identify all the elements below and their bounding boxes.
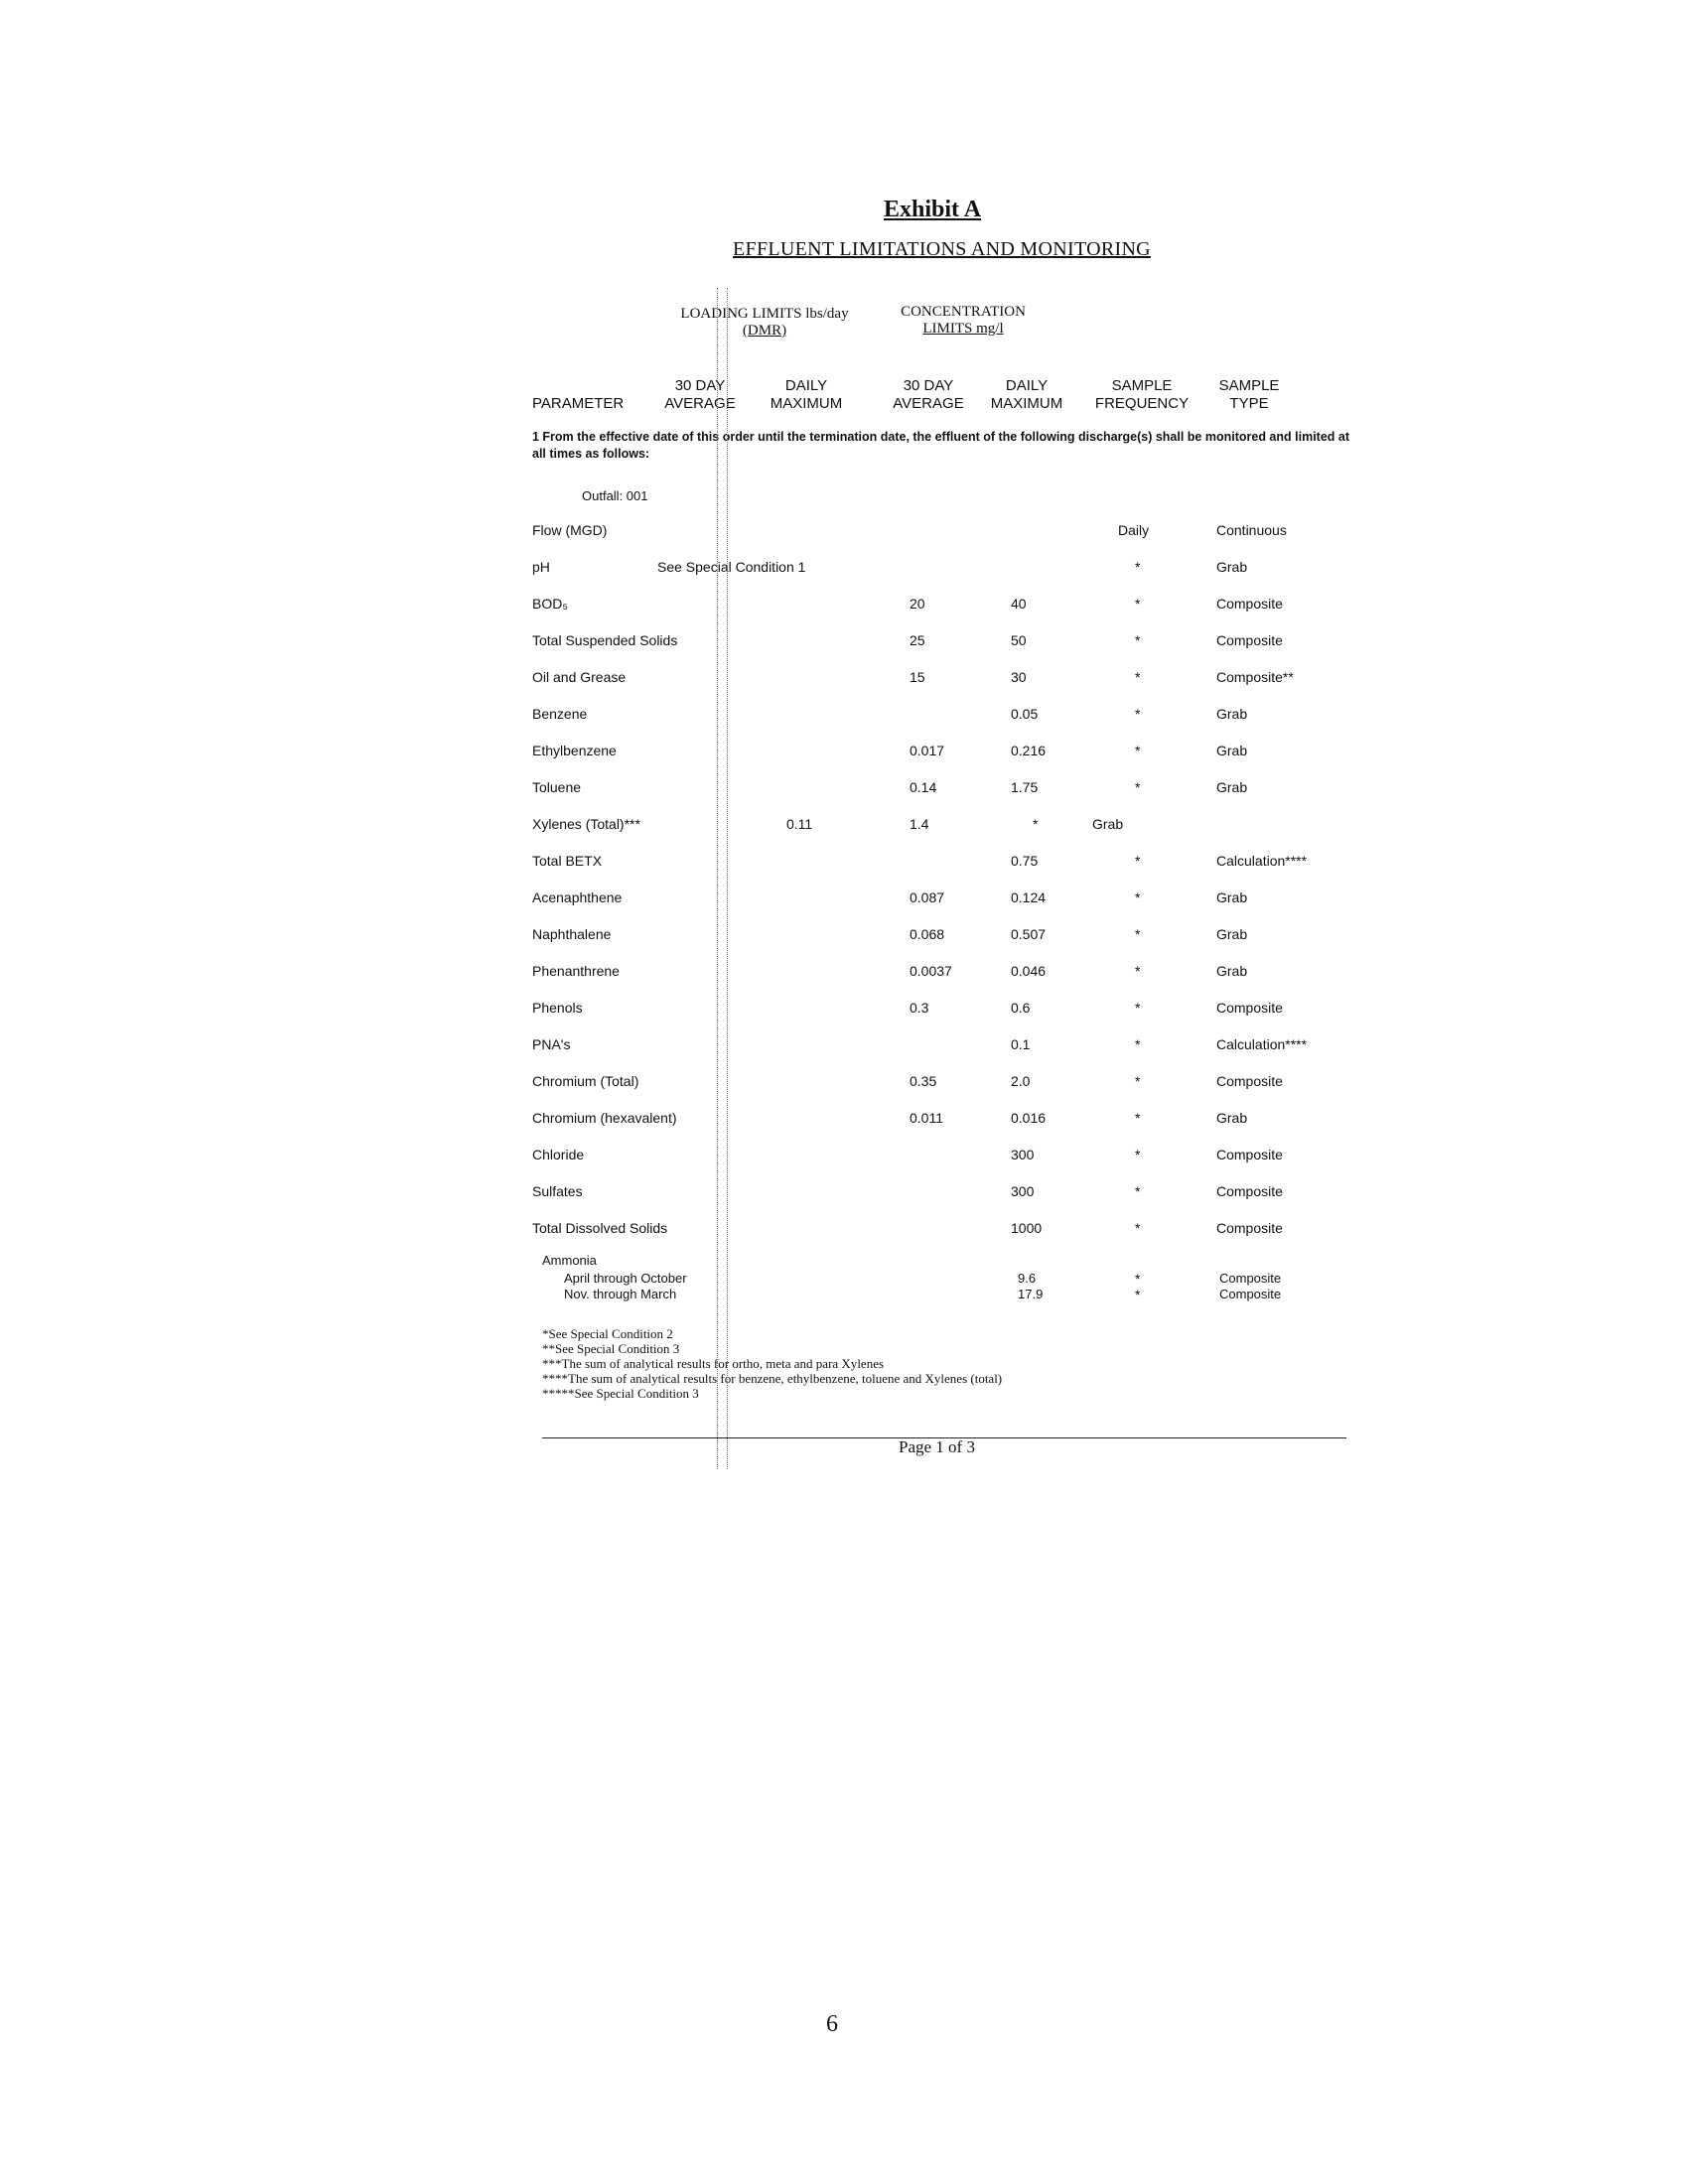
row-conc-max: 0.1 (1011, 1036, 1031, 1052)
row-type: Composite (1216, 1000, 1283, 1016)
row-type: Composite** (1216, 669, 1294, 685)
row-type: Grab (1216, 926, 1248, 942)
row-frequency: * (1135, 596, 1141, 612)
row-type: Continuous (1216, 522, 1287, 538)
row-conc-max: 300 (1011, 1147, 1035, 1162)
row-type: Grab (1216, 743, 1248, 758)
row-type: Composite (1216, 632, 1283, 648)
row-conc-avg: 0.35 (910, 1073, 937, 1089)
row-type: Composite (1216, 596, 1283, 612)
row-parameter: PNA's (532, 1036, 571, 1052)
row-type: Calculation**** (1216, 1036, 1308, 1052)
row-type: Calculation**** (1216, 853, 1308, 869)
row-load-max: 0.11 (786, 816, 813, 832)
row-parameter: Xylenes (Total)*** (532, 816, 640, 832)
row-parameter: pH (532, 559, 550, 575)
row-frequency: * (1135, 926, 1141, 942)
row-frequency: * (1135, 853, 1141, 869)
row-conc-max: 40 (1011, 596, 1027, 612)
row-frequency: * (1135, 889, 1141, 905)
row-parameter: BOD₅ (532, 596, 568, 612)
column-header: DAILY MAXIMUM (990, 377, 1063, 412)
row-frequency: * (1135, 743, 1141, 758)
row-parameter: Benzene (532, 706, 588, 722)
footnote: *****See Special Condition 3 (542, 1386, 699, 1401)
row-type: Grab (1216, 889, 1248, 905)
row-conc-max: 50 (1011, 632, 1027, 648)
ammonia-conc-max: 17.9 (1018, 1287, 1044, 1301)
ammonia-frequency: * (1135, 1287, 1141, 1302)
row-type: Composite (1216, 1220, 1283, 1236)
row-frequency: * (1135, 1220, 1141, 1236)
row-frequency: * (1135, 1000, 1141, 1016)
ammonia-sample-type: Composite (1219, 1271, 1282, 1286)
column-header: 30 DAY AVERAGE (893, 377, 964, 412)
row-conc-avg: 0.017 (910, 743, 945, 758)
exhibit-title: Exhibit A (884, 197, 982, 222)
ammonia-conc-max: 9.6 (1018, 1271, 1037, 1286)
column-header: SAMPLE TYPE (1218, 377, 1280, 412)
concentration-limits-header: CONCENTRATION LIMITS mg/l (901, 304, 1026, 337)
row-frequency: * (1135, 779, 1141, 795)
row-type: Grab (1216, 779, 1248, 795)
row-conc-max: 300 (1011, 1183, 1035, 1199)
footnote: *See Special Condition 2 (542, 1326, 673, 1341)
column-header: DAILY MAXIMUM (770, 377, 843, 412)
row-frequency: * (1135, 1036, 1141, 1052)
ammonia-sub-label: April through October (564, 1271, 687, 1286)
outfall-label: Outfall: 001 (582, 488, 648, 503)
loading-limits-header: LOADING LIMITS lbs/day (DMR) (680, 306, 849, 339)
ammonia-sub-label: Nov. through March (564, 1287, 677, 1301)
row-frequency: * (1135, 1147, 1141, 1162)
exhibit-subtitle: EFFLUENT LIMITATIONS AND MONITORING (733, 238, 1151, 260)
column-header: SAMPLE FREQUENCY (1094, 377, 1190, 412)
column-header: 30 DAY AVERAGE (664, 377, 736, 412)
row-parameter: Chloride (532, 1147, 585, 1162)
row-frequency: * (1135, 1110, 1141, 1126)
row-conc-max: 0.507 (1011, 926, 1047, 942)
row-conc-avg: 20 (910, 596, 925, 612)
row-conc-max: 0.016 (1011, 1110, 1047, 1126)
row-parameter: Flow (MGD) (532, 522, 608, 538)
row-parameter: Total Dissolved Solids (532, 1220, 668, 1236)
row-type: Grab (1216, 706, 1248, 722)
row-conc-max: 2.0 (1011, 1073, 1031, 1089)
row-parameter: Toluene (532, 779, 582, 795)
row-conc-max: 0.046 (1011, 963, 1047, 979)
row-type: Composite (1216, 1183, 1283, 1199)
row-parameter: Chromium (Total) (532, 1073, 639, 1089)
footnote: **See Special Condition 3 (542, 1341, 680, 1356)
row-conc-max: 1.75 (1011, 779, 1039, 795)
column-header: PARAMETER (532, 395, 625, 412)
row-frequency: * (1135, 632, 1141, 648)
row-frequency: Daily (1118, 522, 1150, 538)
footnote: ****The sum of analytical results for benzene, ethylbenzene, toluene and Xylenes (total) (542, 1371, 1003, 1386)
row-parameter: Phenols (532, 1000, 583, 1016)
row-conc-max: 0.124 (1011, 889, 1047, 905)
row-conc-avg: 1.4 (910, 816, 929, 832)
monitoring-instruction: 1 From the effective date of this order until the termination date, the effluent of the following discharge(s) shall be monitored and limited at all times as follows: (532, 430, 1349, 461)
row-type: Grab (1216, 559, 1248, 575)
footnote: ***The sum of analytical results for ortho, meta and para Xylenes (542, 1356, 885, 1371)
row-frequency: * (1135, 669, 1141, 685)
row-type: Composite (1216, 1147, 1283, 1162)
row-note: See Special Condition 1 (657, 559, 806, 575)
row-conc-avg: 15 (910, 669, 925, 685)
row-conc-avg: 0.068 (910, 926, 945, 942)
row-frequency: Grab (1092, 816, 1124, 832)
row-conc-avg: 0.087 (910, 889, 945, 905)
row-parameter: Sulfates (532, 1183, 583, 1199)
row-conc-avg: 0.011 (910, 1110, 943, 1126)
row-parameter: Total BETX (532, 853, 603, 869)
row-conc-max: 0.75 (1011, 853, 1039, 869)
row-parameter: Chromium (hexavalent) (532, 1110, 677, 1126)
row-parameter: Phenanthrene (532, 963, 620, 979)
row-conc-avg: 0.14 (910, 779, 937, 795)
scan-artifact-line (717, 288, 718, 1469)
row-conc-max: 0.6 (1011, 1000, 1031, 1016)
ammonia-label: Ammonia (542, 1253, 597, 1268)
row-frequency: * (1135, 1073, 1141, 1089)
row-frequency: * (1135, 559, 1141, 575)
row-conc-max: 0.216 (1011, 743, 1047, 758)
row-parameter: Naphthalene (532, 926, 612, 942)
row-conc-max: 30 (1011, 669, 1027, 685)
row-conc-avg: 25 (910, 632, 925, 648)
row-type: Grab (1216, 1110, 1248, 1126)
page-of-label: Page 1 of 3 (899, 1437, 975, 1456)
row-frequency: * (1135, 963, 1141, 979)
row-conc-max: 1000 (1011, 1220, 1043, 1236)
row-frequency: * (1135, 706, 1141, 722)
row-frequency: * (1135, 1183, 1141, 1199)
row-conc-avg: 0.0037 (910, 963, 952, 979)
scan-artifact-line (727, 288, 728, 1469)
ammonia-frequency: * (1135, 1271, 1141, 1287)
row-type: Grab (1216, 963, 1248, 979)
row-conc-max: * (1033, 816, 1039, 832)
page-number: 6 (826, 2011, 838, 2037)
row-parameter: Ethylbenzene (532, 743, 617, 758)
row-parameter: Total Suspended Solids (532, 632, 678, 648)
ammonia-sample-type: Composite (1219, 1287, 1282, 1301)
row-conc-max: 0.05 (1011, 706, 1039, 722)
row-parameter: Oil and Grease (532, 669, 627, 685)
row-type: Composite (1216, 1073, 1283, 1089)
footnotes (542, 1326, 1002, 1401)
row-conc-avg: 0.3 (910, 1000, 929, 1016)
row-parameter: Acenaphthene (532, 889, 623, 905)
